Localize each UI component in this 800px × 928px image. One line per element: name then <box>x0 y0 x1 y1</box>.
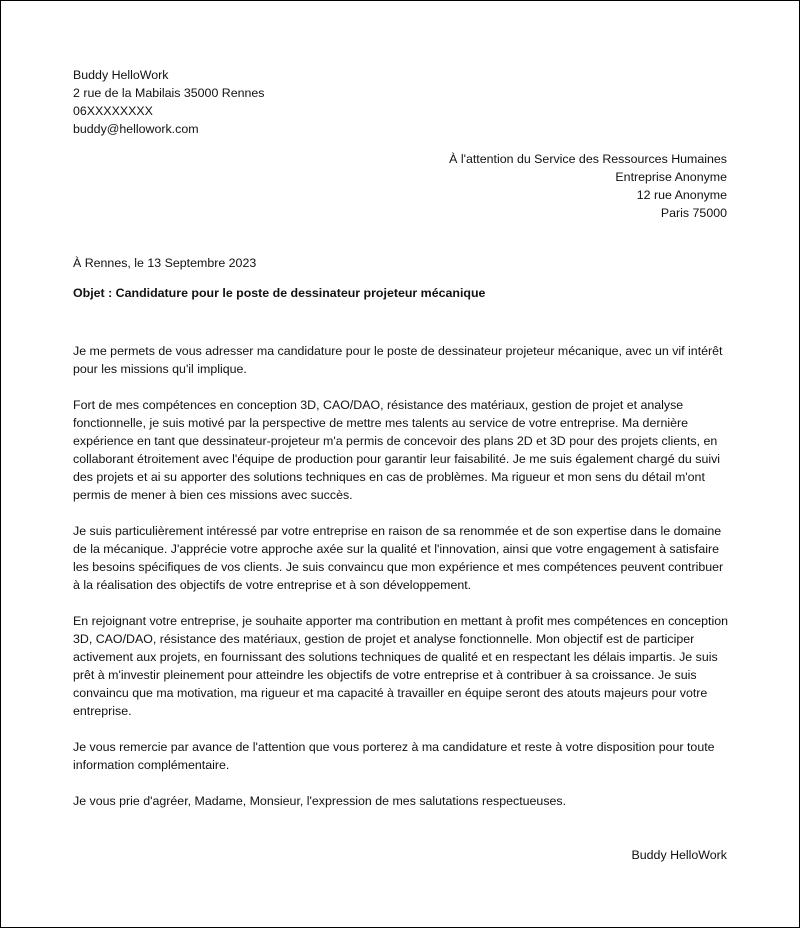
letter-subject: Objet : Candidature pour le poste de dessinateur projeteur mécanique <box>73 286 486 300</box>
letter-date: À Rennes, le 13 Septembre 2023 <box>73 256 257 270</box>
sender-name: Buddy HelloWork <box>73 68 169 82</box>
recipient-street: 12 rue Anonyme <box>636 188 727 202</box>
sender-address: 2 rue de la Mabilais 35000 Rennes <box>73 86 265 100</box>
signature: Buddy HelloWork <box>631 848 727 862</box>
body-paragraph: Je me permets de vous adresser ma candidature pour le poste de dessinateur projeteur mécanique, avec un vif intérêt pour les missions qu'il implique. <box>73 344 723 376</box>
letter-body <box>73 342 733 828</box>
sender-block <box>73 66 265 138</box>
recipient-city: Paris 75000 <box>660 206 727 220</box>
body-paragraph: En rejoignant votre entreprise, je souhaite apporter ma contribution en mettant à profit mes compétences en conception 3D, CAO/DAO, résistance des matériaux, gestion de projet et analyse fonctionnelle. Mon objectif est de participer activement aux projets, en fournissant des solutions techniques de qualité et en respectant les délais impartis. Je suis prêt à m'investir pleinement pour atteindre les objectifs de votre entreprise et à contribuer à sa croissance. Je suis convaincu que ma motivation, ma rigueur et ma capacité à travailler en équipe seront des atouts majeurs pour votre entreprise. <box>73 614 729 718</box>
recipient-company: Entreprise Anonyme <box>615 170 727 184</box>
body-paragraph: Je suis particulièrement intéressé par votre entreprise en raison de sa renommée et de son expertise dans le domaine de la mécanique. J'apprécie votre approche axée sur la qualité et l'innovation, ainsi que votre engagement à satisfaire les besoins spécifiques de vos clients. Je suis convaincu que mon expérience et mes compétences peuvent contribuer à la réalisation des objectifs de votre entreprise et à son développement. <box>73 524 724 592</box>
body-paragraph: Je vous remercie par avance de l'attention que vous porterez à ma candidature et reste à votre disposition pour toute information complémentaire. <box>73 740 715 772</box>
recipient-block <box>449 150 727 222</box>
recipient-attention: À l'attention du Service des Ressources Humaines <box>449 152 727 166</box>
body-paragraph: Je vous prie d'agréer, Madame, Monsieur, l'expression de mes salutations respectueuses. <box>73 794 567 808</box>
body-paragraph: Fort de mes compétences en conception 3D, CAO/DAO, résistance des matériaux, gestion de projet et analyse fonctionnelle, je suis motivé par la perspective de mettre mes talents au service de votre entreprise. Ma dernière expérience en tant que dessinateur-projeteur m'a permis de concevoir des plans 2D et 3D pour des projets clients, en collaborant étroitement avec l'équipe de production pour garantir leur faisabilité. Je me suis également chargé du suivi des projets et ai su apporter des solutions techniques en cas de problèmes. Ma rigueur et mon sens du détail m'ont permis de mener à bien ces missions avec succès. <box>73 398 721 502</box>
sender-phone: 06XXXXXXXX <box>73 104 153 118</box>
sender-email: buddy@hellowork.com <box>73 122 199 136</box>
